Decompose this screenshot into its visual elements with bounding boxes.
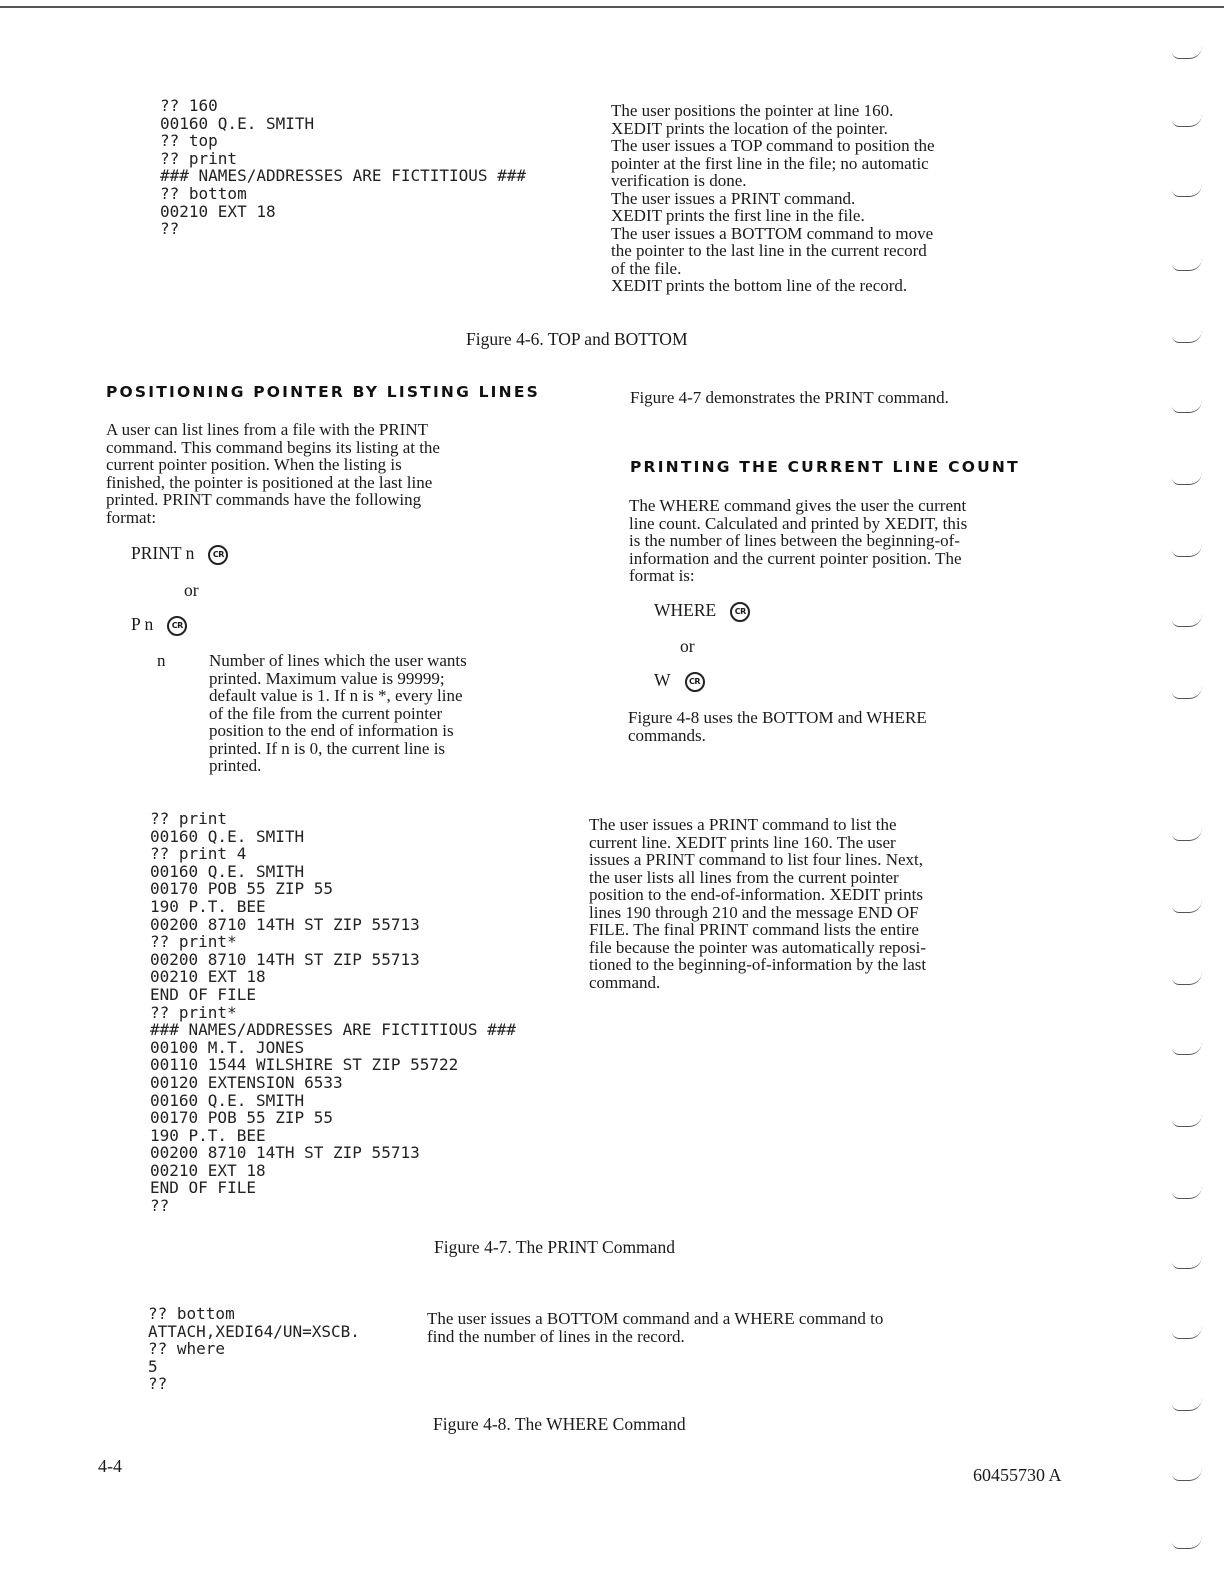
- screen-line: 00120 EXTENSION 6533: [150, 1072, 343, 1092]
- fig46-explanation: [611, 102, 935, 295]
- param-name: n: [157, 651, 166, 670]
- explanation-line: The user issues a BOTTOM command to move: [611, 223, 934, 243]
- explanation-line: file because the pointer was automatically reposi-: [589, 937, 927, 957]
- param-line: printed. If n is 0, the current line is: [209, 738, 446, 758]
- param-line: printed. Maximum value is 99999;: [209, 668, 445, 688]
- binding-mark: [1172, 1256, 1202, 1269]
- binding-mark: [1172, 1326, 1202, 1339]
- fig48-explanation: [427, 1310, 883, 1345]
- fig48-screen: [148, 1305, 360, 1393]
- section-heading-line-count: PRINTING THE CURRENT LINE COUNT: [630, 458, 1020, 476]
- page-number: 4-4: [98, 1456, 122, 1476]
- screen-line: ?? print*: [150, 1002, 237, 1022]
- print-format-long: [131, 543, 228, 565]
- explanation-line: The user issues a PRINT command to list the: [589, 815, 897, 834]
- param-line: Number of lines which the user wants: [209, 651, 467, 670]
- format-or: or: [680, 636, 695, 656]
- param-line: default value is 1. If n is *, every line: [209, 686, 463, 705]
- fig47-screen: [150, 810, 516, 1215]
- binding-mark: [1172, 46, 1202, 59]
- param-description: [209, 652, 467, 775]
- binding-mark: [1172, 614, 1202, 627]
- carriage-return-icon: CR: [730, 602, 750, 622]
- binding-mark: [1172, 1186, 1202, 1199]
- param-line: position to the end of information is: [209, 721, 454, 740]
- paragraph-line: finished, the pointer is positioned at the last line: [106, 472, 433, 492]
- screen-line: ?? bottom: [148, 1304, 235, 1323]
- explanation-line: XEDIT prints the location of the pointer.: [611, 118, 888, 138]
- where-paragraph: [629, 497, 967, 585]
- paragraph-line: printed. PRINT commands have the following: [106, 490, 422, 509]
- format-command: WHERE: [654, 600, 717, 620]
- explanation-line: command.: [589, 972, 661, 992]
- binding-mark: [1172, 184, 1202, 197]
- positioning-paragraph: [106, 421, 440, 526]
- carriage-return-icon: CR: [685, 672, 705, 692]
- fig46-caption: Figure 4-6. TOP and BOTTOM: [466, 329, 688, 349]
- paragraph-line: is the number of lines between the beginning-of-: [629, 531, 960, 550]
- binding-mark: [1172, 1042, 1202, 1055]
- explanation-line: tioned to the beginning-of-information by the last: [589, 955, 927, 974]
- binding-mark: [1172, 972, 1202, 985]
- binding-mark: [1172, 258, 1202, 271]
- screen-line: ?? 160: [160, 96, 218, 115]
- carriage-return-icon: CR: [167, 616, 187, 636]
- screen-line: 190 P.T. BEE: [150, 1125, 266, 1145]
- paragraph-line: format is:: [629, 566, 695, 585]
- explanation-line: XEDIT prints the first line in the file.: [611, 206, 865, 225]
- screen-line: ?? print: [150, 809, 228, 828]
- screen-line: 00200 8710 14TH ST ZIP 55713: [150, 949, 420, 969]
- carriage-return-icon: CR: [208, 545, 228, 565]
- explanation-line: FILE. The final PRINT command lists the entire: [589, 920, 919, 939]
- explanation-line: find the number of lines in the record.: [427, 1326, 685, 1346]
- explanation-line: the pointer to the last line in the current record: [611, 241, 927, 260]
- screen-line: 00200 8710 14TH ST ZIP 55713: [150, 914, 420, 934]
- screen-line: ??: [148, 1374, 168, 1394]
- binding-mark: [1172, 1114, 1202, 1127]
- screen-line: 00110 1544 WILSHIRE ST ZIP 55722: [150, 1055, 459, 1075]
- fig47-intro: Figure 4-7 demonstrates the PRINT command.: [630, 388, 949, 407]
- fig48-intro: [628, 709, 927, 744]
- paragraph-line: The WHERE command gives the user the current: [629, 496, 967, 515]
- screen-line: ?? top: [160, 131, 218, 151]
- explanation-line: position to the end-of-information. XEDIT prints: [589, 885, 923, 904]
- explanation-line: pointer at the first line in the file; no automatic: [611, 153, 929, 173]
- screen-line: 00170 POB 55 ZIP 55: [150, 1108, 334, 1128]
- binding-mark: [1172, 472, 1202, 485]
- binding-mark: [1172, 900, 1202, 913]
- screen-line: ?? print*: [150, 932, 237, 952]
- paragraph-line: format:: [106, 507, 157, 527]
- screen-line: ?? print: [160, 148, 238, 168]
- binding-mark: [1172, 544, 1202, 557]
- paragraph-line: current pointer position. When the listing is: [106, 455, 402, 474]
- screen-line: 00170 POB 55 ZIP 55: [150, 879, 334, 899]
- format-or: or: [184, 580, 199, 600]
- screen-line: ??: [160, 219, 180, 239]
- screen-line: 00160 Q.E. SMITH: [160, 113, 315, 133]
- where-format-long: [654, 600, 750, 622]
- where-format-short: [654, 670, 705, 692]
- format-command: PRINT n: [131, 543, 195, 563]
- screen-line: 00200 8710 14TH ST ZIP 55713: [150, 1143, 420, 1163]
- screen-line: 00100 M.T. JONES: [150, 1037, 305, 1057]
- format-command: P n: [131, 614, 154, 634]
- screen-line: 00210 EXT 18: [150, 1160, 266, 1180]
- screen-line: 190 P.T. BEE: [150, 896, 266, 916]
- screen-line: ?? bottom: [160, 183, 247, 203]
- explanation-line: The user positions the pointer at line 160.: [611, 101, 894, 120]
- binding-mark: [1172, 330, 1202, 343]
- fig47-caption: Figure 4-7. The PRINT Command: [434, 1237, 675, 1257]
- binding-mark: [1172, 1398, 1202, 1411]
- screen-line: ?? where: [148, 1339, 226, 1359]
- screen-line: ### NAMES/ADDRESSES ARE FICTITIOUS ###: [160, 166, 527, 186]
- paragraph-line: A user can list lines from a file with the PRINT: [106, 420, 428, 439]
- fig47-explanation: [589, 816, 926, 991]
- screen-line: ATTACH,XEDI64/UN=XSCB.: [148, 1321, 360, 1341]
- explanation-line: The user issues a TOP command to position the: [611, 136, 935, 155]
- fig46-screen: [160, 97, 526, 238]
- paragraph-line: commands.: [628, 725, 706, 745]
- explanation-line: issues a PRINT command to list four lines. Next,: [589, 850, 923, 869]
- screen-line: 00160 Q.E. SMITH: [150, 1090, 305, 1110]
- fig48-caption: Figure 4-8. The WHERE Command: [433, 1414, 686, 1434]
- explanation-line: current line. XEDIT prints line 160. The user: [589, 832, 896, 852]
- explanation-line: XEDIT prints the bottom line of the record.: [611, 276, 908, 295]
- screen-line: 00210 EXT 18: [160, 201, 276, 221]
- screen-line: END OF FILE: [150, 1178, 256, 1198]
- screen-line: ### NAMES/ADDRESSES ARE FICTITIOUS ###: [150, 1020, 517, 1040]
- binding-mark: [1172, 1468, 1202, 1481]
- explanation-line: The user issues a BOTTOM command and a WHERE command to: [427, 1309, 884, 1328]
- screen-line: 00160 Q.E. SMITH: [150, 826, 305, 846]
- binding-mark: [1172, 114, 1202, 127]
- screen-line: ?? print 4: [150, 844, 247, 864]
- binding-mark: [1172, 686, 1202, 699]
- paragraph-line: command. This command begins its listing at the: [106, 437, 440, 457]
- explanation-line: The user issues a PRINT command.: [611, 188, 856, 208]
- section-heading-positioning: POSITIONING POINTER BY LISTING LINES: [106, 383, 540, 401]
- param-line: printed.: [209, 756, 262, 775]
- screen-line: 5: [148, 1356, 158, 1376]
- screen-line: 00160 Q.E. SMITH: [150, 861, 305, 881]
- param-line: of the file from the current pointer: [209, 703, 443, 723]
- print-format-short: [131, 614, 187, 636]
- explanation-line: the user lists all lines from the current pointer: [589, 867, 899, 887]
- binding-mark: [1172, 1536, 1202, 1549]
- format-command: W: [654, 670, 671, 690]
- binding-mark: [1172, 828, 1202, 841]
- document-number: 60455730 A: [973, 1465, 1062, 1485]
- explanation-line: lines 190 through 210 and the message END OF: [589, 902, 919, 922]
- binding-mark: [1172, 400, 1202, 413]
- paragraph-line: information and the current pointer position. The: [629, 548, 962, 568]
- paragraph-line: Figure 4-8 uses the BOTTOM and WHERE: [628, 708, 927, 727]
- screen-line: END OF FILE: [150, 984, 256, 1004]
- explanation-line: verification is done.: [611, 171, 747, 190]
- screen-line: 00210 EXT 18: [150, 967, 266, 987]
- page-top-rule: [0, 6, 1224, 8]
- explanation-line: of the file.: [611, 258, 682, 278]
- paragraph-line: line count. Calculated and printed by XEDIT, this: [629, 513, 968, 533]
- screen-line: ??: [150, 1196, 170, 1216]
